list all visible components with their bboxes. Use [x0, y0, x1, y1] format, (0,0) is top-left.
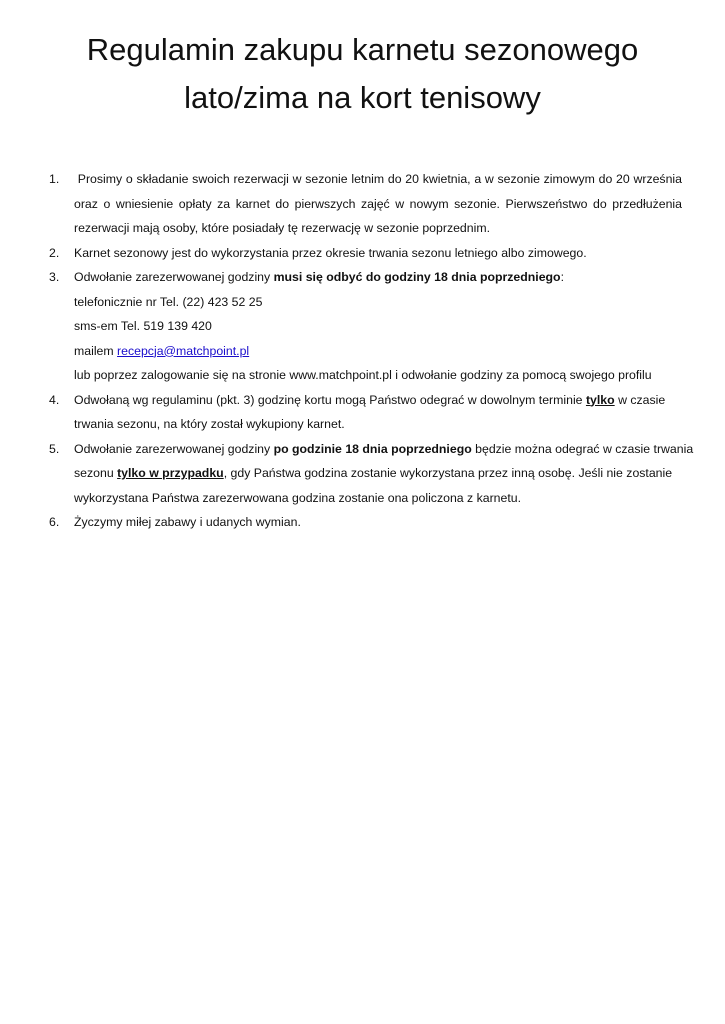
rule-bold-underlined-text: tylko: [585, 392, 615, 407]
rule-text: Odwołanie zarezerwowanej godziny: [74, 270, 274, 284]
rule-bold-text: po godzinie 18 dnia poprzedniego: [273, 441, 472, 456]
rule-text: :: [560, 270, 564, 284]
rule-text-line: [74, 461, 682, 486]
contact-email-prefix: mailem: [74, 343, 118, 358]
title-line-1: Regulamin zakupu karnetu sezonowego: [86, 32, 639, 67]
rule-text: w czasie: [614, 392, 666, 407]
rule-number: 3.: [49, 270, 60, 284]
rule-bold-underlined-text: tylko w przypadku: [117, 466, 224, 480]
contact-phone: telefonicznie nr Tel. (22) 423 52 25: [74, 294, 263, 309]
contact-sms: sms-em Tel. 519 139 420: [74, 319, 212, 333]
rule-text-line: oraz o wniesienie opłaty za karnet do pierwszych zajęć w nowym sezonie. Pierwszeństwo do przedłużenia: [74, 196, 682, 211]
rule-item-2: [49, 241, 682, 266]
rule-text: , gdy Państwa godzina zostanie wykorzystana przez inną osobę. Jeśli nie zostanie: [223, 466, 673, 480]
rule-bold-text: musi się odbyć do godziny 18 dnia poprzedniego: [273, 270, 561, 284]
rule-text-line: [74, 265, 682, 290]
rule-text: Odwołaną wg regulaminu (pkt. 3) godzinę kortu mogą Państwo odegrać w dowolnym terminie: [74, 392, 586, 407]
contact-email-line: [74, 339, 682, 364]
rule-number: 4.: [49, 392, 60, 407]
rule-text: Odwołanie zarezerwowanej godziny: [74, 441, 274, 456]
rule-text-line: [74, 388, 682, 413]
title-line-2: lato/zima na kort tenisowy: [184, 80, 541, 115]
rule-text-line: trwania sezonu, na który został wykupiony karnet.: [74, 417, 345, 431]
rule-item-1: [49, 167, 682, 241]
page-title: [40, 26, 685, 122]
rule-text-line: rezerwacji mają osoby, które posiadały tę rezerwację w sezonie poprzednim.: [74, 221, 491, 235]
rule-text-line: [74, 437, 694, 462]
rule-item-3: [49, 265, 682, 388]
rule-item-4: [49, 388, 682, 437]
rule-number: 5.: [49, 441, 60, 456]
contact-online: lub poprzez zalogowanie się na stronie www.matchpoint.pl i odwołanie godziny za pomocą swojego profilu: [74, 368, 652, 382]
rules-list: [49, 167, 694, 535]
rule-text: sezonu: [74, 466, 118, 480]
rule-text-line: Karnet sezonowy jest do wykorzystania przez okresie trwania sezonu letniego albo zimowego.: [74, 245, 587, 260]
rule-item-6: [49, 510, 682, 535]
rule-text: będzie można odegrać w czasie trwania: [471, 441, 694, 456]
rule-number: 1.: [49, 172, 60, 186]
rule-text-line: Prosimy o składanie swoich rezerwacji w sezonie letnim do 20 kwietnia, a w sezonie zimowym do 20 września: [74, 172, 682, 186]
rule-number: 6.: [49, 515, 60, 529]
rule-number: 2.: [49, 245, 60, 260]
rule-item-5: [49, 437, 694, 511]
rule-text-line: Życzymy miłej zabawy i udanych wymian.: [74, 515, 301, 529]
rule-text-line: wykorzystana Państwa zarezerwowana godzina zostanie ona policzona z karnetu.: [74, 490, 522, 505]
email-link[interactable]: recepcja@matchpoint.pl: [117, 343, 250, 358]
